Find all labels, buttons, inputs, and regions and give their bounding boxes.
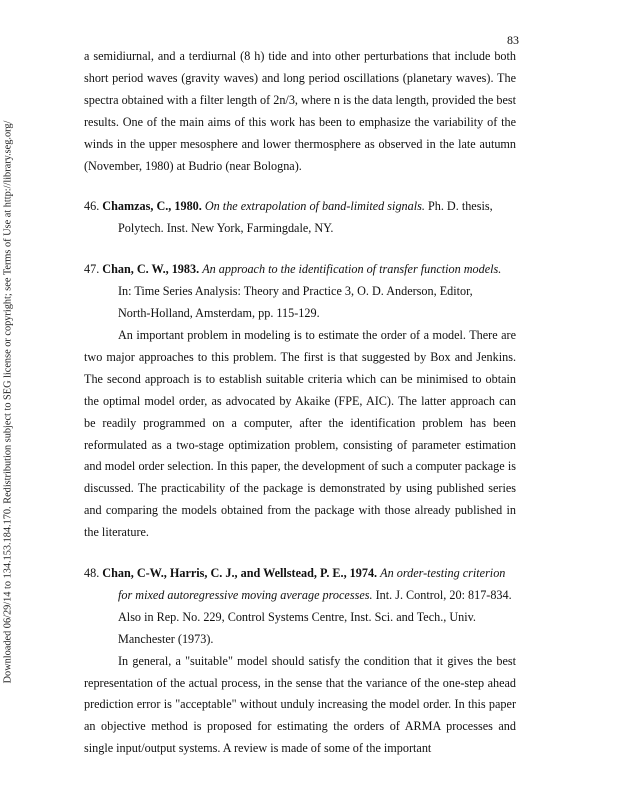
reference-number: 47. <box>84 262 100 277</box>
reference-number: 46. <box>84 199 100 214</box>
reference-46-continuation: Polytech. Inst. New York, Farmingdale, NY. <box>118 221 334 236</box>
reference-48-line1 <box>84 563 516 585</box>
reference-48-abstract: In general, a "suitable" model should satisfy the condition that it gives the best representation of the actual process, in the sense that the variance of the one-step ahead prediction error is "acceptable" without unduly increasing the model order. In this paper an objective method is proposed for estimating the orders of ARMA processes and single input/output systems. A review is made of some of the important <box>84 653 516 756</box>
reference-authors: Chamzas, C., 1980. <box>102 199 202 214</box>
reference-authors: Chan, C-W., Harris, C. J., and Wellstead, P. E., 1974. <box>102 566 378 581</box>
reference-47-continuation-2: North-Holland, Amsterdam, pp. 115-129. <box>118 306 320 321</box>
page-body <box>84 46 516 760</box>
reference-title: An approach to the identification of transfer function models. <box>202 262 502 277</box>
reference-47-line1 <box>84 259 516 281</box>
reference-46 <box>84 196 516 240</box>
reference-source: Ph. D. thesis, <box>424 199 493 214</box>
reference-48-continuation-1: Also in Rep. No. 229, Control Systems Centre, Inst. Sci. and Tech., Univ. <box>118 609 476 624</box>
reference-47 <box>84 259 516 325</box>
reference-number: 48. <box>84 566 100 581</box>
reference-title-continued: for mixed autoregressive moving average processes. <box>118 587 373 602</box>
reference-48-continuation-2: Manchester (1973). <box>118 631 214 646</box>
reference-47-abstract: An important problem in modeling is to estimate the order of a model. There are two major approaches to this problem. The first is that suggested by Box and Jenkins. The second approach is to establish suitable criteria which can be minimised to obtain the optimal model order, as advocated by Akaike (FPE, AIC). The latter approach can be readily programmed on a computer, after the identification problem has been reformulated as a two-stage optimization problem, consisting of parameter estimation and model order selection. In this paper, the development of such a computer package is discussed. The practicability of the package is demonstrated by using published series and comparing the models obtained from the package with those already published in the literature. <box>84 327 516 540</box>
download-stamp <box>0 0 16 800</box>
reference-46-line1 <box>84 196 516 218</box>
reference-title: An order-testing criterion <box>380 566 506 581</box>
reference-48 <box>84 563 516 651</box>
download-stamp-text: Downloaded 06/29/14 to 134.153.184.170. Redistribution subject to SEG license or copyright; see Terms of Use at http://library.seg.org/ <box>2 120 14 684</box>
reference-authors: Chan, C. W., 1983. <box>102 262 200 277</box>
reference-48-line2 <box>84 585 516 607</box>
reference-47-continuation-1: In: Time Series Analysis: Theory and Practice 3, O. D. Anderson, Editor, <box>118 284 473 299</box>
reference-source: Int. J. Control, 20: 817-834. <box>372 587 512 602</box>
page-number: 83 <box>507 33 519 47</box>
intro-paragraph: a semidiurnal, and a terdiurnal (8 h) tide and into other perturbations that include both short period waves (gravity waves) and long period oscillations (planetary waves). The spectra obtained with a filter length of 2n/3, where n is the data length, provided the best results. One of the main aims of this work has been to emphasize the variability of the winds in the upper mesosphere and lower thermosphere as observed in the late autumn (November, 1980) at Budrio (near Bologna). <box>84 49 516 173</box>
reference-title: On the extrapolation of band-limited signals. <box>204 199 425 214</box>
